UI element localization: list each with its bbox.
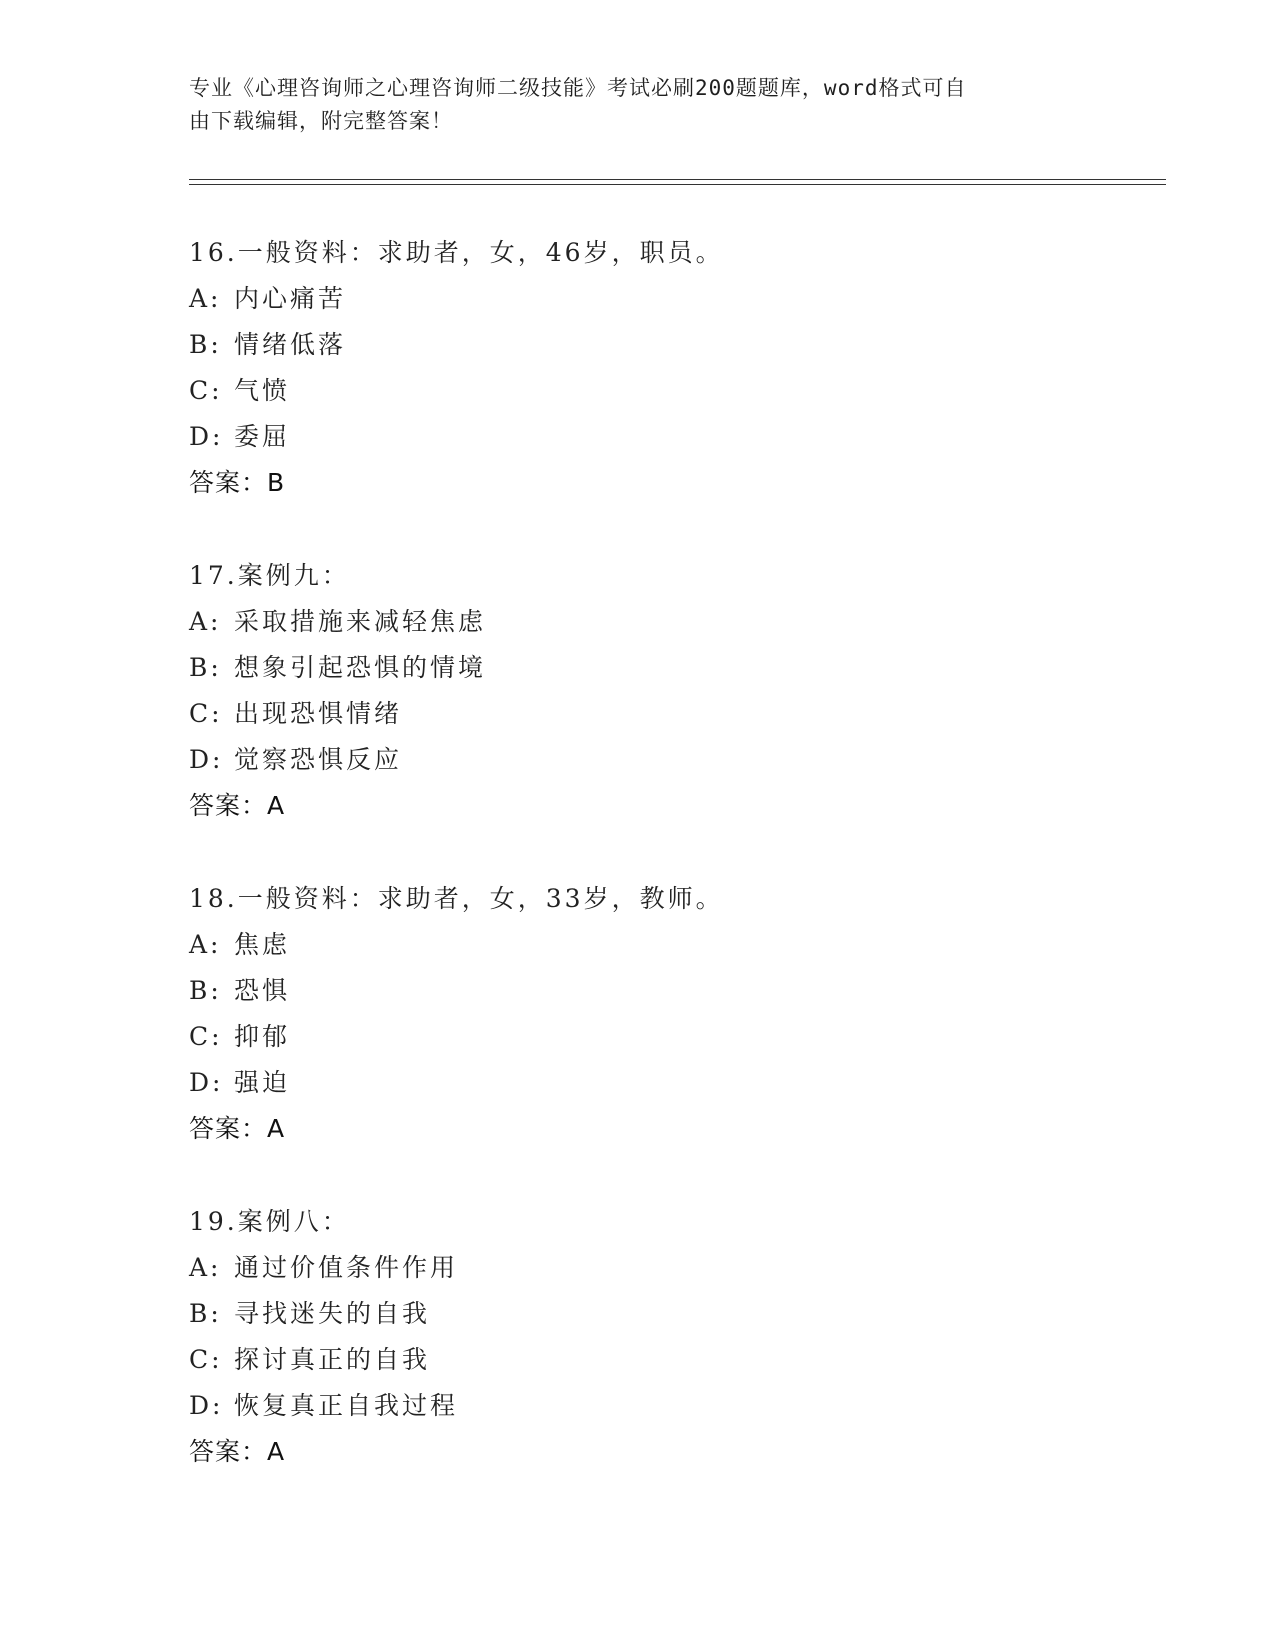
option-text: 恐惧 [234,976,291,1005]
option-b [189,645,1149,691]
option-b [189,1291,1149,1337]
option-b [189,322,1149,368]
option-d [189,414,1149,460]
question-block [189,1199,1149,1475]
option-letter: D: [189,745,224,774]
option-letter: B: [189,976,222,1005]
intro-text [189,72,1069,138]
option-a [189,1245,1149,1291]
option-text: 想象引起恐惧的情境 [234,653,487,682]
option-letter: C: [189,699,223,728]
option-text: 情绪低落 [234,330,347,359]
option-letter: C: [189,1345,223,1374]
option-c [189,368,1149,414]
option-letter: C: [189,376,223,405]
answer-line: 答案：A [189,791,286,820]
option-text: 委屈 [234,422,291,451]
option-text: 气愤 [234,376,291,405]
option-text: 抑郁 [234,1022,291,1051]
option-text: 觉察恐惧反应 [234,745,403,774]
option-letter: B: [189,1299,222,1328]
option-text: 采取措施来减轻焦虑 [234,607,487,636]
option-c [189,1337,1149,1383]
option-letter: A: [189,930,222,959]
question-title: 17.案例九： [189,561,350,590]
option-letter: A: [189,284,222,313]
answer-line: 答案：B [189,468,286,497]
option-letter: B: [189,330,222,359]
option-b [189,968,1149,1014]
question-title: 16.一般资料：求助者，女，46岁，职员。 [189,238,724,267]
option-a [189,599,1149,645]
question-list [189,230,1149,1522]
option-text: 强迫 [234,1068,291,1097]
answer-line: 答案：A [189,1114,286,1143]
option-letter: B: [189,653,222,682]
question-block [189,230,1149,506]
question-block [189,876,1149,1152]
option-text: 通过价值条件作用 [234,1253,459,1282]
header-divider-bottom [189,184,1166,185]
option-a [189,276,1149,322]
answer-line: 答案：A [189,1437,286,1466]
option-letter: D: [189,1068,224,1097]
question-title: 19.案例八： [189,1207,350,1236]
option-c [189,691,1149,737]
option-d [189,737,1149,783]
option-letter: A: [189,607,222,636]
option-d [189,1060,1149,1106]
option-text: 内心痛苦 [234,284,347,313]
option-text: 出现恐惧情绪 [234,699,403,728]
intro-line-2: 由下载编辑，附完整答案！ [189,109,453,133]
option-text: 探讨真正的自我 [234,1345,431,1374]
option-letter: D: [189,1391,224,1420]
option-letter: A: [189,1253,222,1282]
header-divider-top [189,179,1166,180]
question-block [189,553,1149,829]
option-c [189,1014,1149,1060]
intro-line-1: 专业《心理咨询师之心理咨询师二级技能》考试必刷200题题库，word格式可自 [189,76,967,100]
option-text: 焦虑 [234,930,291,959]
question-title: 18.一般资料：求助者，女，33岁，教师。 [189,884,724,913]
option-text: 恢复真正自我过程 [234,1391,459,1420]
option-text: 寻找迷失的自我 [234,1299,431,1328]
option-letter: C: [189,1022,223,1051]
option-a [189,922,1149,968]
option-letter: D: [189,422,224,451]
option-d [189,1383,1149,1429]
